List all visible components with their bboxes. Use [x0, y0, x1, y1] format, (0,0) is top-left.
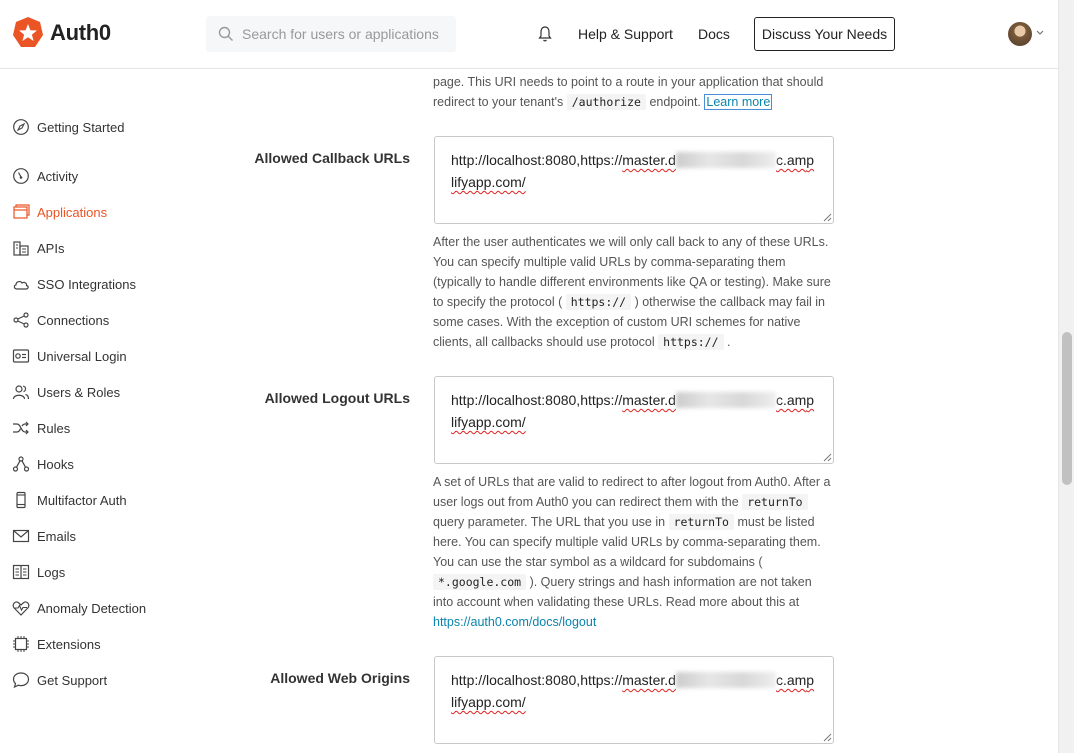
- sidebar-item-emails[interactable]: [12, 527, 76, 545]
- resize-handle-icon[interactable]: [823, 453, 832, 462]
- sidebar-item-label: Hooks: [37, 456, 74, 472]
- share-nodes-icon: [12, 311, 30, 329]
- sidebar-item-connections[interactable]: [12, 311, 109, 329]
- sidebar-item-label: Universal Login: [37, 348, 127, 364]
- brand-name: Auth0: [50, 20, 111, 45]
- resize-handle-icon[interactable]: [823, 733, 832, 742]
- heart-pulse-icon: [12, 599, 30, 617]
- auth0-star-icon: [12, 16, 44, 50]
- sidebar-item-extensions[interactable]: [12, 635, 101, 653]
- logout-urls-textarea[interactable]: http://localhost:8080,https://master.d c.amplifyapp.com/: [434, 376, 834, 464]
- chevron-down-icon[interactable]: [1036, 30, 1044, 36]
- sidebar-item-sso-integrations[interactable]: [12, 275, 136, 293]
- authorize-code: /authorize: [567, 94, 646, 110]
- redacted-text: [676, 152, 776, 168]
- sidebar-item-label: Users & Roles: [37, 384, 121, 400]
- login-uri-help: page. This URI needs to point to a route in your application that should redirect to your tenant's /authorize endpoint. Learn more: [433, 75, 824, 109]
- redacted-text: [676, 392, 776, 408]
- sidebar-item-hooks[interactable]: [12, 455, 74, 473]
- cloud-icon: [12, 275, 30, 293]
- login-window-icon: [12, 347, 30, 365]
- compass-icon: [12, 118, 30, 136]
- sidebar-item-label: Extensions: [37, 636, 101, 652]
- sidebar-item-label: Emails: [37, 528, 77, 544]
- sidebar-item-get-support[interactable]: [12, 671, 107, 689]
- resize-handle-icon[interactable]: [823, 213, 832, 222]
- sidebar-item-label: Applications: [37, 204, 108, 220]
- auth0-logo[interactable]: [12, 16, 111, 50]
- help-support-link[interactable]: Help & Support: [578, 26, 673, 42]
- sidebar-item-label: Get Support: [37, 672, 108, 688]
- sidebar-item-label: SSO Integrations: [37, 276, 136, 292]
- sidebar-nav: [0, 69, 220, 753]
- sidebar-item-label: Getting Started: [37, 119, 125, 135]
- sidebar-item-label: APIs: [37, 240, 65, 256]
- sidebar-item-label: Connections: [37, 312, 110, 328]
- sidebar-item-universal-login[interactable]: [12, 347, 127, 365]
- sidebar-item-logs[interactable]: [12, 563, 65, 581]
- discuss-needs-button[interactable]: Discuss Your Needs: [754, 17, 895, 51]
- search-icon: [218, 26, 234, 42]
- sidebar-item-applications[interactable]: [12, 203, 107, 221]
- global-search[interactable]: [206, 16, 456, 52]
- sidebar-item-multifactor-auth[interactable]: [12, 491, 127, 509]
- envelope-icon: [12, 527, 30, 545]
- docs-link[interactable]: Docs: [698, 26, 730, 42]
- sidebar-item-rules[interactable]: [12, 419, 70, 437]
- search-input[interactable]: [242, 26, 452, 42]
- logout-urls-label: Allowed Logout URLs: [264, 390, 410, 406]
- application-settings-form: [220, 0, 1058, 753]
- user-avatar[interactable]: [1008, 22, 1032, 46]
- book-icon: [12, 563, 30, 581]
- sidebar-item-label: Logs: [37, 564, 66, 580]
- phone-icon: [12, 491, 30, 509]
- chip-icon: [12, 635, 30, 653]
- hook-nodes-icon: [12, 455, 30, 473]
- shuffle-icon: [12, 419, 30, 437]
- sidebar-item-label: Anomaly Detection: [37, 600, 147, 616]
- sidebar-item-apis[interactable]: [12, 239, 64, 257]
- web-origins-label: Allowed Web Origins: [270, 670, 410, 686]
- sidebar-item-label: Multifactor Auth: [37, 492, 127, 508]
- sidebar-item-activity[interactable]: [12, 167, 78, 185]
- gauge-icon: [12, 167, 30, 185]
- top-header: [0, 0, 1058, 69]
- scrollbar-thumb[interactable]: [1062, 332, 1072, 485]
- users-icon: [12, 383, 30, 401]
- sidebar-item-getting-started[interactable]: [12, 118, 124, 136]
- sidebar-item-anomaly-detection[interactable]: [12, 599, 146, 617]
- logout-docs-link[interactable]: https://auth0.com/docs/logout: [433, 615, 597, 629]
- callback-urls-label: Allowed Callback URLs: [254, 150, 410, 166]
- sidebar-item-users-roles[interactable]: [12, 383, 120, 401]
- callback-urls-textarea[interactable]: http://localhost:8080,https://master.d c.amplifyapp.com/: [434, 136, 834, 224]
- web-origins-textarea[interactable]: http://localhost:8080,https://master.d c.amplifyapp.com/: [434, 656, 834, 744]
- callback-urls-help: After the user authenticates we will only call back to any of these URLs. You can specify multiple valid URLs by comma-separating them (typically to handle different environments like QA or testing). Make sure to specify the protocol ( https:// ) otherwise the callback may fail in some cases. With the exception of custom URI schemes for native clients, all callbacks should use protocol https:// .: [433, 235, 831, 349]
- chat-bubble-icon: [12, 671, 30, 689]
- window-stack-icon: [12, 203, 30, 221]
- learn-more-link[interactable]: Learn more: [706, 95, 771, 109]
- redacted-text: [676, 672, 776, 688]
- logout-urls-help: A set of URLs that are valid to redirect to after logout from Auth0. After a user logs out from Auth0 you can redirect them with the returnTo query parameter. The URL that you use in returnTo must be listed here. You can specify multiple valid URLs by comma-separating them. You can use the star symbol as a wildcard for subdomains ( *.google.com ). Query strings and hash information are not taken into account when validating these URLs. Read more about this at https://auth0.com/docs/logout: [433, 475, 831, 629]
- building-icon: [12, 239, 30, 257]
- sidebar-item-label: Activity: [37, 168, 79, 184]
- bell-icon[interactable]: [538, 25, 552, 43]
- sidebar-item-label: Rules: [37, 420, 71, 436]
- page-scrollbar[interactable]: [1058, 0, 1074, 753]
